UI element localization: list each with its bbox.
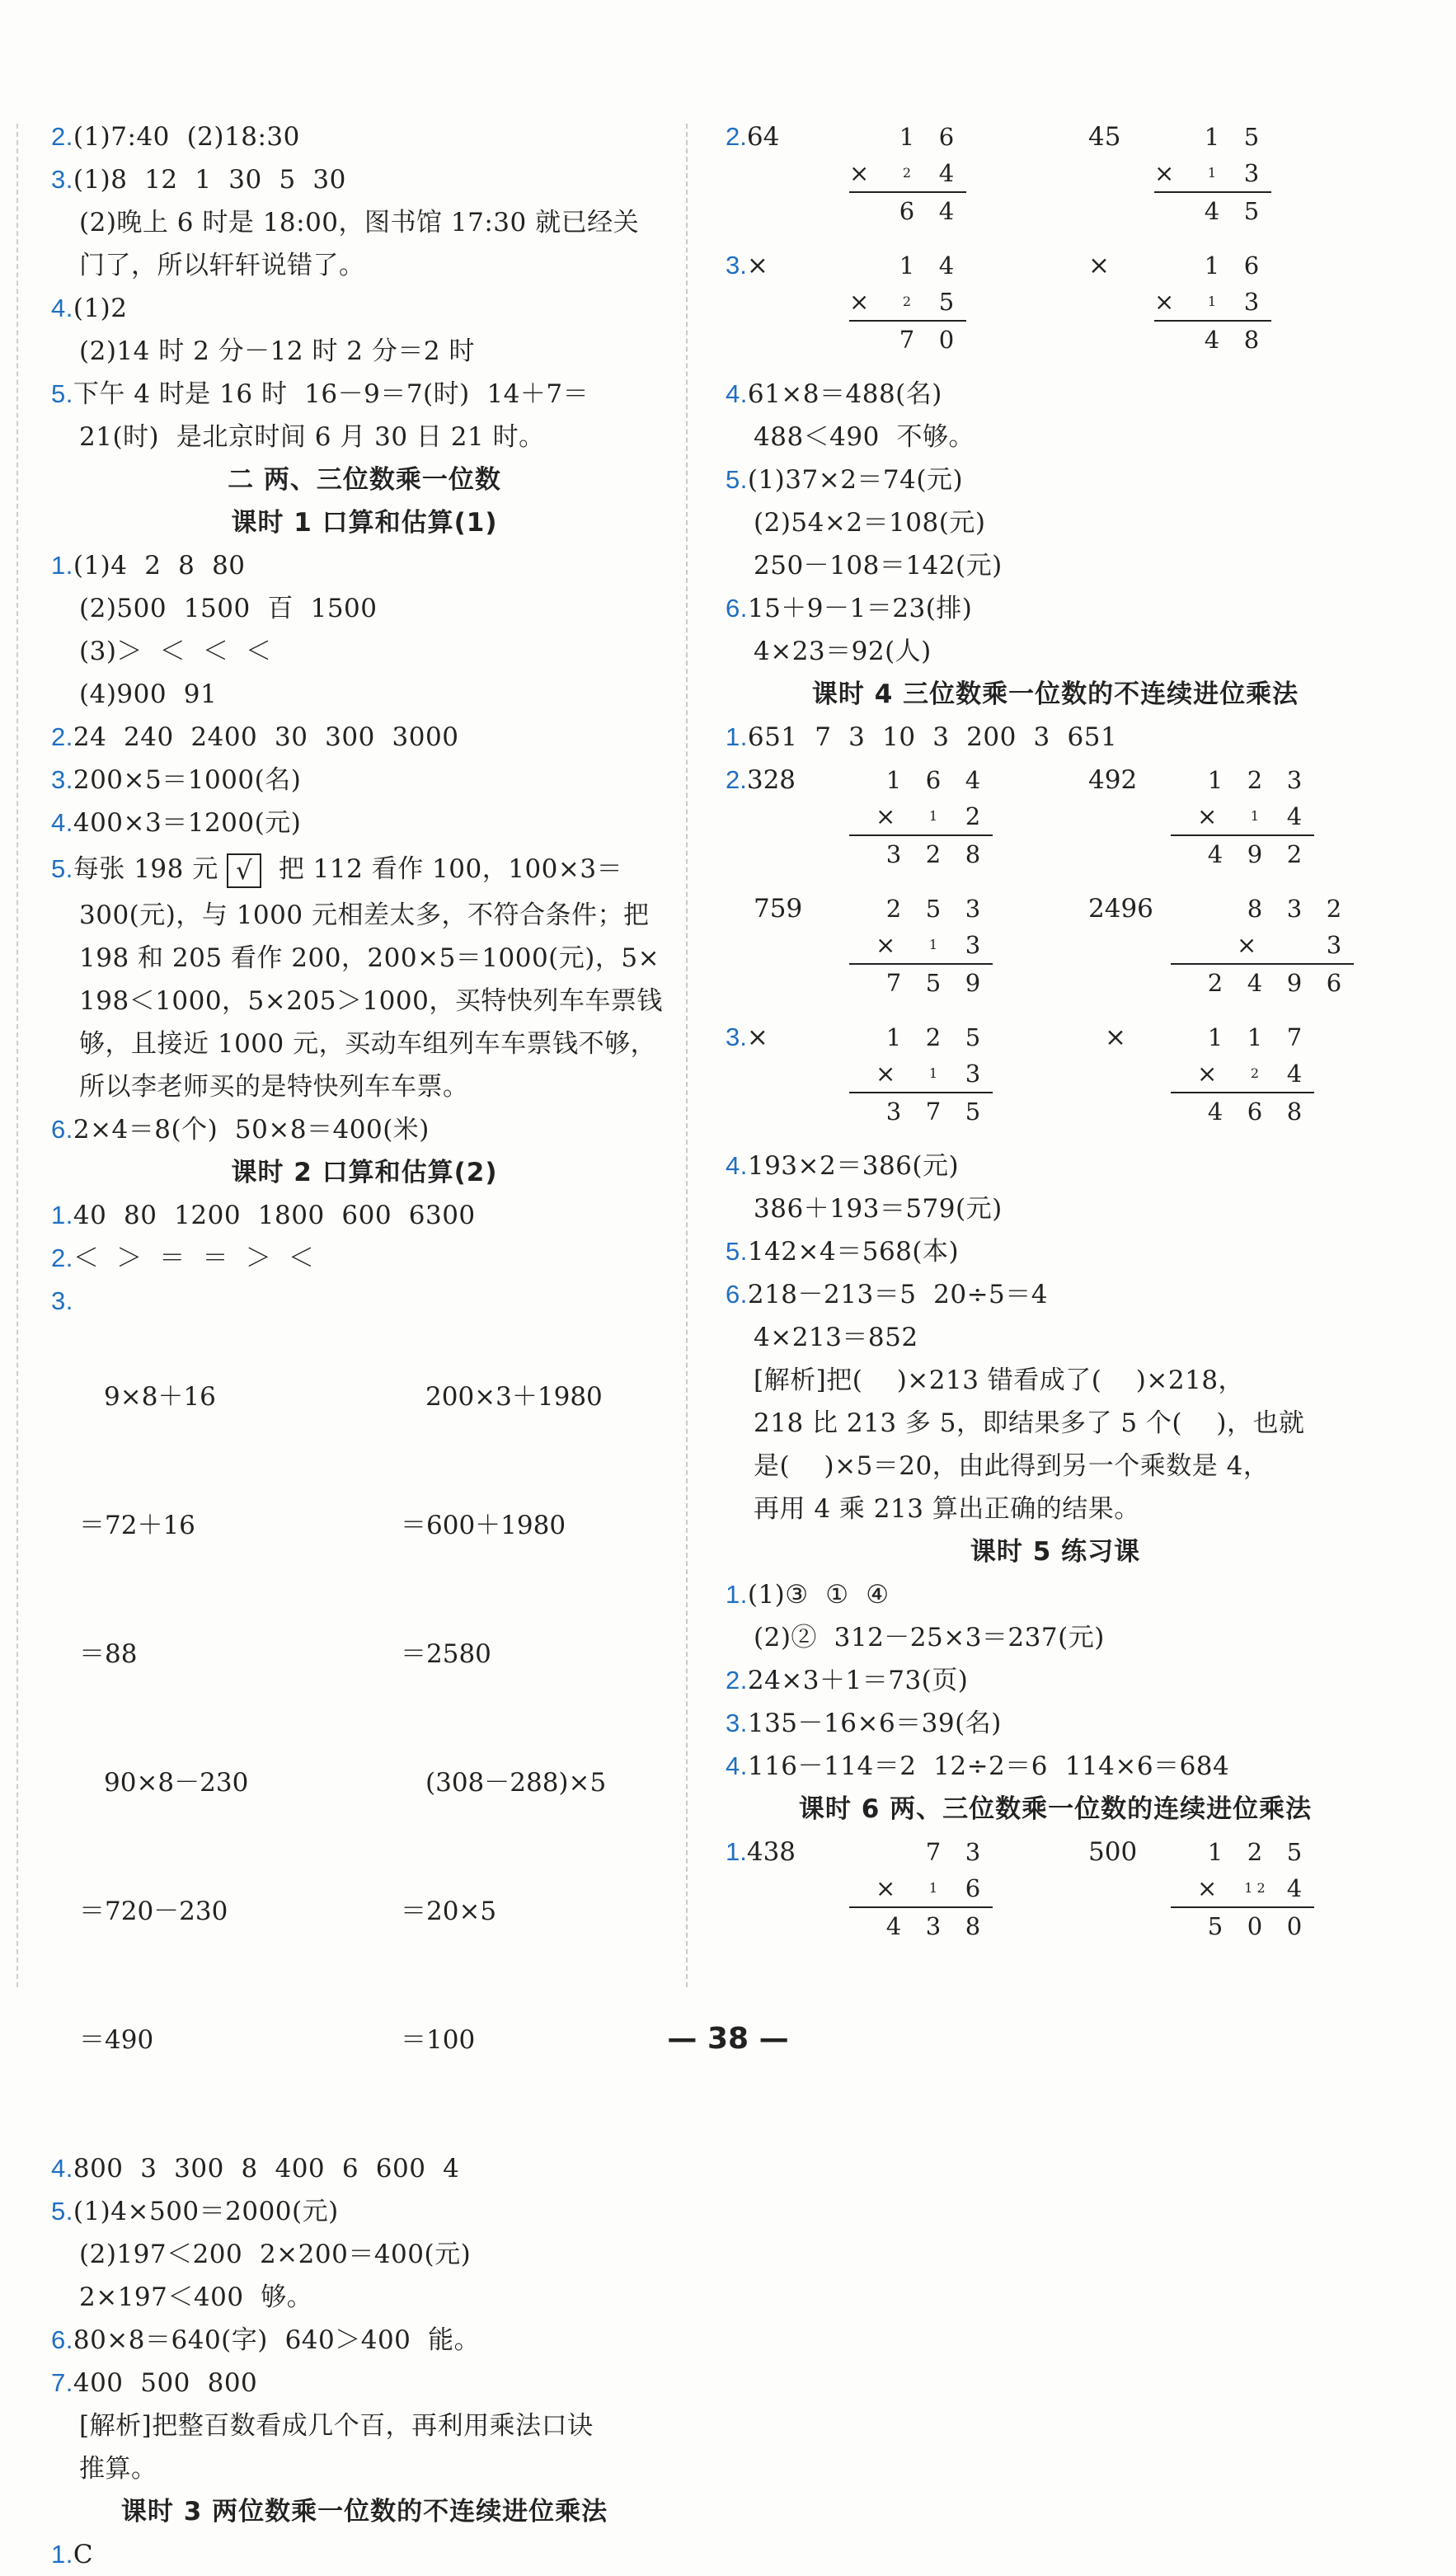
answer-line: 1.40 80 1200 1800 600 6300 bbox=[51, 1201, 476, 1230]
answer-line: 4×23＝92(人) bbox=[754, 637, 932, 666]
right-column bbox=[726, 115, 1385, 1940]
vertical-calc-row bbox=[726, 244, 1385, 373]
answer-label: 45 bbox=[1088, 122, 1121, 152]
check-box: √ bbox=[227, 853, 261, 888]
answer-line: 2.24×3＋1＝73(页) bbox=[726, 1666, 969, 1695]
multiply-sign: × bbox=[849, 159, 870, 187]
answer-label: 1.438 bbox=[726, 1837, 796, 1867]
answer-line: 386＋193＝579(元) bbox=[754, 1194, 1003, 1224]
vertical-multiplication bbox=[849, 1019, 993, 1130]
vertical-calc-row bbox=[726, 1831, 1385, 1940]
product-digit: 4 bbox=[1204, 197, 1220, 225]
left-margin-rule bbox=[16, 124, 18, 1987]
multiplicand-digit: 6 bbox=[1243, 251, 1260, 280]
answer-line: 5.下午 4 时是 16 时 16－9＝7(时) 14＋7＝ bbox=[51, 379, 589, 409]
answer-line: 6.15＋9－1＝23(排) bbox=[726, 594, 973, 623]
multiplicand-digit: 6 bbox=[938, 123, 955, 151]
calc-step: ＝490 bbox=[79, 2025, 154, 2055]
page-number: — 38 — bbox=[667, 2022, 789, 2056]
answer-line: 2.＜ ＞ ＝ ＝ ＞ ＜ bbox=[51, 1243, 315, 1273]
multiplicand-digit: 2 bbox=[1247, 1838, 1263, 1866]
answer-line: 5.(1)37×2＝74(元) bbox=[726, 465, 964, 495]
answer-label: 2.64 bbox=[726, 122, 780, 152]
answer-label: 3.× bbox=[726, 251, 768, 280]
product-digit: 0 bbox=[1286, 1912, 1303, 1940]
multiply-sign: × bbox=[1197, 802, 1218, 830]
carry-digit: 1 bbox=[928, 937, 938, 952]
product-digit: 7 bbox=[925, 1098, 942, 1126]
vertical-calc-row bbox=[726, 115, 1385, 244]
answer-line: 4.61×8＝488(名) bbox=[726, 379, 942, 409]
multiply-sign: × bbox=[876, 1874, 896, 1902]
answer-label: × bbox=[1088, 251, 1110, 280]
answer-line: 4×213＝852 bbox=[754, 1323, 918, 1352]
multiplicand-digit: 6 bbox=[925, 766, 942, 794]
multiply-sign: × bbox=[876, 802, 896, 830]
vertical-calc-slot bbox=[849, 244, 1055, 358]
answer-line: (2)500 1500 百 1500 bbox=[79, 594, 378, 623]
product-digit: 4 bbox=[1207, 840, 1224, 868]
answer-line: 1.(1)4 2 8 80 bbox=[51, 551, 246, 581]
multiplicand-digit: 2 bbox=[885, 895, 902, 923]
product-digit: 5 bbox=[1207, 1912, 1224, 1940]
answer-line: 2×197＜400 够。 bbox=[79, 2282, 313, 2312]
answer-line: (2)② 312－25×3＝237(元) bbox=[754, 1623, 1105, 1652]
multiplicand-digit: 1 bbox=[1204, 123, 1220, 151]
calc-step: 9×8＋16 bbox=[104, 1382, 216, 1412]
answer-line: 21(时) 是北京时间 6 月 30 日 21 时。 bbox=[79, 422, 545, 452]
product-digit: 0 bbox=[938, 326, 955, 354]
vertical-multiplication bbox=[849, 1834, 993, 1944]
multiply-sign: × bbox=[849, 288, 870, 316]
answer-line: 3.200×5＝1000(名) bbox=[51, 765, 302, 795]
answer-line: 3.(1)8 12 1 30 5 30 bbox=[51, 165, 346, 195]
carry-digit: 2 bbox=[1250, 1065, 1260, 1081]
answer-line: 6.218－213＝5 20÷5＝4 bbox=[726, 1280, 1048, 1309]
product-digit: 9 bbox=[1286, 969, 1303, 997]
answer-line: 1.(1)③ ① ④ bbox=[726, 1580, 890, 1610]
multiplier-digit: 6 bbox=[965, 1874, 981, 1902]
product-digit: 6 bbox=[1326, 969, 1342, 997]
vertical-calc-slot bbox=[1154, 115, 1319, 229]
answer-line: (2)14 时 2 分－12 时 2 分＝2 时 bbox=[79, 336, 475, 366]
product-digit: 4 bbox=[1247, 969, 1263, 997]
analysis-line: [解析]把整百数看成几个百，再利用乘法口诀 bbox=[79, 2411, 594, 2441]
lesson-heading: 课时 6 两、三位数乘一位数的连续进位乘法 bbox=[798, 1794, 1313, 1824]
multiplicand-digit: 1 bbox=[1247, 1023, 1263, 1051]
column-divider bbox=[686, 124, 688, 1987]
multiplier-digit: 3 bbox=[1243, 288, 1260, 316]
multiplier-digit: 4 bbox=[1286, 1060, 1303, 1088]
answer-line: 5.每张 198 元 √ 把 112 看作 100，100×3＝ bbox=[51, 844, 678, 894]
answer-line: 300(元)，与 1000 元相差太多，不符合条件；把 bbox=[79, 900, 650, 930]
product-digit: 8 bbox=[1243, 326, 1260, 354]
answer-line: 4.400×3＝1200(元) bbox=[51, 808, 302, 838]
product-digit: 9 bbox=[1247, 840, 1263, 868]
vertical-multiplication bbox=[1154, 119, 1271, 229]
calc-step: ＝720－230 bbox=[79, 1897, 228, 1926]
answer-line: (2)197＜200 2×200＝400(元) bbox=[79, 2240, 472, 2269]
product-digit: 8 bbox=[965, 840, 981, 868]
answer-line: 7.400 500 800 bbox=[51, 2368, 258, 2398]
product-digit: 5 bbox=[1243, 197, 1260, 225]
multiplicand-digit: 5 bbox=[925, 895, 942, 923]
product-digit: 8 bbox=[1286, 1098, 1303, 1126]
multiplicand-digit: 1 bbox=[885, 1023, 902, 1051]
answer-line: 门了，所以轩轩说错了。 bbox=[79, 251, 365, 280]
lesson-heading: 课时 5 练习课 bbox=[970, 1537, 1141, 1567]
multiplicand-digit: 2 bbox=[925, 1023, 942, 1051]
carry-digit: 1 bbox=[1207, 294, 1217, 309]
multiplier-digit: 3 bbox=[1243, 159, 1260, 187]
answer-line: (2)晚上 6 时是 18:00，图书馆 17:30 就已经关 bbox=[79, 208, 640, 237]
answer-line: 4.116－114＝2 12÷2＝6 114×6＝684 bbox=[726, 1751, 1230, 1781]
carry-digit: 1 bbox=[1250, 808, 1260, 824]
vertical-multiplication bbox=[849, 119, 966, 229]
answer-label: 492 bbox=[1088, 765, 1138, 795]
analysis-line: 推算。 bbox=[79, 2454, 157, 2484]
answer-label: 3.× bbox=[726, 1022, 768, 1052]
answer-line: 5.(1)4×500＝2000(元) bbox=[51, 2197, 339, 2226]
answer-label: 2.328 bbox=[726, 765, 796, 795]
answer-line: 6.80×8＝640(字) 640＞400 能。 bbox=[51, 2325, 481, 2355]
multiply-sign: × bbox=[876, 931, 896, 959]
product-digit: 6 bbox=[1247, 1098, 1263, 1126]
vertical-multiplication bbox=[849, 247, 966, 358]
answer-line: 488＜490 不够。 bbox=[754, 422, 975, 452]
calc-step: 90×8－230 bbox=[104, 1768, 249, 1798]
vertical-multiplication bbox=[1154, 247, 1271, 358]
carry-digit: 1 bbox=[928, 808, 938, 824]
answer-label: 500 bbox=[1088, 1837, 1138, 1867]
multiplicand-digit: 2 bbox=[1326, 895, 1342, 923]
answer-line: (2)54×2＝108(元) bbox=[754, 508, 986, 538]
calc-step: ＝72＋16 bbox=[79, 1511, 195, 1540]
multiplicand-digit: 7 bbox=[925, 1838, 942, 1866]
multiplicand-digit: 1 bbox=[885, 766, 902, 794]
multiplicand-digit: 8 bbox=[1247, 895, 1263, 923]
product-digit: 4 bbox=[885, 1912, 902, 1940]
calc-step: (308－288)×5 bbox=[425, 1768, 607, 1798]
answer-line: 250－108＝142(元) bbox=[754, 551, 1003, 581]
calc-step: ＝88 bbox=[79, 1639, 138, 1669]
answer-label: 759 bbox=[754, 894, 803, 924]
product-digit: 2 bbox=[1286, 840, 1303, 868]
calculation-block bbox=[51, 1290, 678, 2147]
multiplier-digit: 5 bbox=[938, 288, 955, 316]
left-column bbox=[51, 115, 678, 2576]
lesson-heading: 课时 1 口算和估算(1) bbox=[231, 508, 498, 538]
analysis-line: 再用 4 乘 213 算出正确的结果。 bbox=[754, 1494, 1140, 1524]
chapter-heading: 二 两、三位数乘一位数 bbox=[228, 465, 501, 495]
carry-digit: 1 bbox=[928, 1065, 938, 1081]
answer-line: 1.651 7 3 10 3 200 3 651 bbox=[726, 722, 1118, 752]
analysis-line: [解析]把( )×213 错看成了( )×218， bbox=[754, 1366, 1245, 1395]
vertical-multiplication bbox=[1171, 762, 1314, 872]
vertical-calc-slot bbox=[849, 887, 1055, 1001]
multiplicand-digit: 3 bbox=[1286, 766, 1303, 794]
answer-line: 所以李老师买的是特快列车车票。 bbox=[79, 1072, 469, 1102]
product-digit: 5 bbox=[965, 1098, 981, 1126]
answer-line: 4.193×2＝386(元) bbox=[726, 1151, 960, 1181]
answer-line: 4.800 3 300 8 400 6 600 4 bbox=[51, 2154, 460, 2183]
carry-digit: 1 2 bbox=[1244, 1880, 1266, 1896]
multiplier-digit: 3 bbox=[965, 1060, 981, 1088]
answer-line: 198 和 205 看作 200，200×5＝1000(元)，5× bbox=[79, 943, 660, 973]
multiplicand-digit: 1 bbox=[1207, 1838, 1224, 1866]
multiplicand-digit: 5 bbox=[1286, 1838, 1303, 1866]
product-digit: 6 bbox=[899, 197, 915, 225]
carry-digit bbox=[1275, 927, 1314, 963]
answer-line: 5.142×4＝568(本) bbox=[726, 1237, 960, 1267]
carry-digit: 1 bbox=[928, 1880, 938, 1896]
answer-line: 2.24 240 2400 30 300 3000 bbox=[51, 722, 459, 752]
product-digit: 3 bbox=[885, 840, 902, 868]
product-digit: 5 bbox=[925, 969, 942, 997]
multiplicand-digit: 3 bbox=[965, 1838, 981, 1866]
multiplicand-digit: 3 bbox=[1286, 895, 1303, 923]
vertical-calc-row bbox=[726, 759, 1385, 887]
multiplicand-digit: 1 bbox=[1207, 766, 1224, 794]
multiply-sign: × bbox=[1197, 1060, 1218, 1088]
multiplicand-digit: 2 bbox=[1247, 766, 1263, 794]
multiply-sign: × bbox=[1237, 931, 1257, 959]
multiplicand-digit: 7 bbox=[1286, 1023, 1303, 1051]
vertical-calc-slot bbox=[849, 1016, 1055, 1130]
multiply-sign: × bbox=[1154, 288, 1175, 316]
vertical-calc-slot bbox=[1171, 1016, 1336, 1130]
product-digit: 9 bbox=[965, 969, 981, 997]
answer-line: 1.C bbox=[51, 2540, 94, 2569]
product-digit: 4 bbox=[1207, 1098, 1224, 1126]
vertical-calc-row bbox=[726, 1016, 1385, 1145]
carry-digit: 2 bbox=[902, 294, 912, 309]
answer-line: 3.135－16×6＝39(名) bbox=[726, 1709, 1002, 1738]
vertical-calc-slot bbox=[1171, 759, 1336, 872]
vertical-calc-slot bbox=[1154, 244, 1319, 358]
answer-line: 3. bbox=[51, 1286, 73, 1315]
vertical-multiplication bbox=[1171, 1019, 1314, 1130]
vertical-multiplication bbox=[849, 891, 993, 1001]
vertical-calc-slot bbox=[1171, 1831, 1336, 1944]
product-digit: 2 bbox=[925, 840, 942, 868]
multiply-sign: × bbox=[1197, 1874, 1218, 1902]
multiplicand-digit: 1 bbox=[1207, 1023, 1224, 1051]
product-digit: 2 bbox=[1207, 969, 1224, 997]
multiplier-digit: 4 bbox=[1286, 802, 1303, 830]
multiplier-digit: 3 bbox=[1326, 931, 1342, 959]
vertical-calc-slot bbox=[849, 1831, 1055, 1944]
multiply-sign: × bbox=[876, 1060, 896, 1088]
vertical-calc-row bbox=[726, 887, 1385, 1016]
calc-step: ＝20×5 bbox=[401, 1897, 497, 1926]
vertical-calc-slot bbox=[1171, 887, 1342, 1001]
product-digit: 3 bbox=[885, 1098, 902, 1126]
analysis-line: 是( )×5＝20，由此得到另一个乘数是 4， bbox=[754, 1451, 1270, 1481]
answer-label: × bbox=[1105, 1022, 1126, 1052]
carry-digit: 2 bbox=[902, 165, 912, 181]
lesson-heading: 课时 4 三位数乘一位数的不连续进位乘法 bbox=[811, 679, 1299, 709]
carry-digit: 1 bbox=[1207, 165, 1217, 181]
answer-line: 2.(1)7:40 (2)18:30 bbox=[51, 122, 300, 152]
vertical-multiplication bbox=[1171, 891, 1354, 1001]
vertical-multiplication bbox=[849, 762, 993, 872]
product-digit: 3 bbox=[925, 1912, 942, 1940]
vertical-calc-slot bbox=[849, 759, 1055, 872]
answer-line: 198＜1000，5×205＞1000，买特快列车车票钱 bbox=[79, 986, 663, 1016]
calc-step: ＝2580 bbox=[401, 1639, 491, 1669]
multiplicand-digit: 1 bbox=[899, 251, 915, 280]
multiplier-digit: 4 bbox=[938, 159, 955, 187]
multiplicand-digit: 5 bbox=[1243, 123, 1260, 151]
calc-step: ＝600＋1980 bbox=[401, 1511, 566, 1540]
multiplicand-digit: 4 bbox=[938, 251, 955, 280]
multiplier-digit: 3 bbox=[965, 931, 981, 959]
calc-step: ＝100 bbox=[401, 2025, 476, 2055]
multiplicand-digit: 1 bbox=[899, 123, 915, 151]
product-digit: 0 bbox=[1247, 1912, 1263, 1940]
product-digit: 7 bbox=[885, 969, 902, 997]
product-digit: 8 bbox=[965, 1912, 981, 1940]
multiply-sign: × bbox=[1154, 159, 1175, 187]
product-digit: 4 bbox=[1204, 326, 1220, 354]
vertical-calc-slot bbox=[849, 115, 1055, 229]
multiplier-digit: 4 bbox=[1286, 1874, 1303, 1902]
answer-label: 2496 bbox=[1088, 894, 1153, 924]
answer-line: 4.(1)2 bbox=[51, 294, 128, 323]
product-digit: 4 bbox=[938, 197, 955, 225]
answer-line: (3)＞ ＜ ＜ ＜ bbox=[79, 637, 272, 666]
lesson-heading: 课时 3 两位数乘一位数的不连续进位乘法 bbox=[120, 2497, 608, 2527]
lesson-heading: 课时 2 口算和估算(2) bbox=[231, 1158, 498, 1187]
answer-line: 够，且接近 1000 元，买动车组列车车票钱不够， bbox=[79, 1029, 657, 1059]
answer-line: 6.2×4＝8(个) 50×8＝400(米) bbox=[51, 1115, 430, 1145]
answer-line: (4)900 91 bbox=[79, 679, 218, 709]
vertical-multiplication bbox=[1171, 1834, 1314, 1944]
multiplicand-digit: 3 bbox=[965, 895, 981, 923]
multiplier-digit: 2 bbox=[965, 802, 981, 830]
calc-step: 200×3＋1980 bbox=[425, 1382, 603, 1412]
multiplicand-digit: 4 bbox=[965, 766, 981, 794]
multiplicand-digit: 5 bbox=[965, 1023, 981, 1051]
analysis-line: 218 比 213 多 5，即结果多了 5 个( )，也就 bbox=[754, 1408, 1305, 1438]
multiplicand-digit: 1 bbox=[1204, 251, 1220, 280]
product-digit: 7 bbox=[899, 326, 915, 354]
